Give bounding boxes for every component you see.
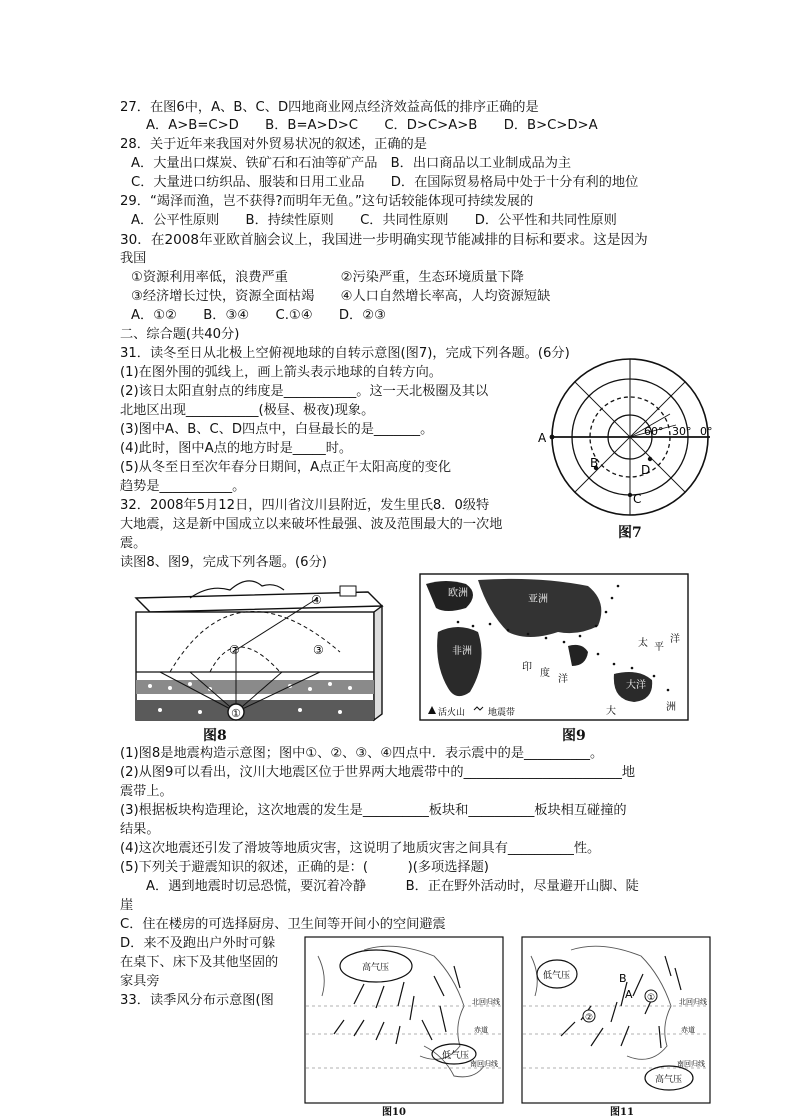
figure-8-earthquake-structure [130,572,392,724]
fig9-legend-quake: 地震带 [488,708,516,718]
fig9-label-africa: 非洲 [452,646,472,657]
fig9-label-tai: 太 [638,638,648,649]
q30-items-12: ①资源利用率低，浪费严重 ②污染严重，生态环境质量下降 [131,270,524,285]
fig9-label-yang: 洋 [670,634,680,645]
fig8-caption: 图8 [203,728,227,744]
q31-sub1: (1)在图外围的弧线上，画上箭头表示地球的自转方向。 [120,365,442,380]
fig11-label-a: A [625,988,633,1001]
fig10-low-pressure: 低气压 [442,1051,470,1061]
fig8-marker-2: ② [229,643,240,657]
fig7-caption: 图7 [618,525,642,541]
q32-sub1: (1)图8是地震构造示意图；图中①、②、③、④四点中．表示震中的是__________。 [120,746,604,761]
q32-option-d: D．来不及跑出户外时可躲 [120,936,276,951]
q32-option-d-2: 在桌下、床下及其他坚固的 [120,955,279,970]
q33-stem: 33．读季风分布示意图(图 [120,993,274,1008]
q32-sub4: (4)这次地震还引发了滑坡等地质灾害，这说明了地质灾害之间具有__________性。 [120,841,601,856]
q32-sub2-cont: 震带上。 [120,784,173,799]
q28-options-cd: C．大量进口纺织品、服装和日用工业品 D．在国际贸易格局中处于十分有利的地位 [131,175,639,190]
fig9-label-da: 大 [606,706,616,717]
fig10-high-pressure: 高气压 [362,963,390,973]
fig9-label-du: 度 [540,668,550,679]
q30-options: A．①② B．③④ C.①④ D．②③ [131,308,386,323]
fig9-label-europe: 欧洲 [448,588,468,599]
fig9-label-zhou: 洲 [666,702,676,713]
figure-11-monsoon-summer [521,936,711,1104]
q31-stem: 31．读冬至日从北极上空俯视地球的自转示意图(图7)，完成下列各题。(6分) [120,346,570,361]
fig7-label-c: C [633,492,642,506]
q28-stem: 28．关于近年来我国对外贸易状况的叙述，正确的是 [120,137,427,152]
fig9-label-yin: 印 [522,662,532,673]
q32-option-ab: A．遇到地震时切忌恐慌，要沉着冷静 B．正在野外活动时，尽量避开山脚、陡 [146,879,639,894]
q30-stem-cont: 我国 [120,251,147,266]
fig11-marker-2: ② [585,1013,594,1023]
q31-sub2-cont: 北地区出现___________(极昼、极夜)现象。 [120,403,375,418]
q32-sub3: (3)根据板块构造理论，这次地震的发生是__________板块和__________板块相互碰撞的 [120,803,627,818]
fig9-label-xi: 洋 [558,674,568,685]
q32-read: 读图8、图9，完成下列各题。(6分) [120,555,327,570]
q29-stem: 29．“竭泽而渔，岂不获得?而明年无鱼。”这句话较能体现可持续发展的 [120,194,534,209]
q31-sub4: (4)此时，图中A点的地方时是_____时。 [120,441,353,456]
q32-sub5: (5)下列关于避震知识的叙述，正确的是：( )(多项选择题) [120,860,489,875]
fig9-label-asia: 亚洲 [528,594,548,605]
fig7-label-30: 30° [672,425,692,438]
fig10-equator: 赤道 [474,1026,488,1034]
fig7-label-60: 60° [644,425,664,438]
fig9-label-dayang: 大洋 [626,680,646,691]
figure-10-monsoon-winter [304,936,504,1104]
fig10-tropic-north: 北回归线 [472,998,500,1006]
q31-sub2: (2)该日太阳直射点的纬度是___________。这一天北极圈及其以 [120,384,489,399]
fig7-label-a: A [538,431,547,445]
fig11-low-pressure: 低气压 [543,971,571,981]
q32-intro-2: 大地震，这是新中国成立以来破坏性最强、波及范围最大的一次地 [120,517,503,532]
fig7-label-0: 0° [700,425,713,438]
q31-sub5-cont: 趋势是___________。 [120,479,246,494]
fig8-marker-3: ③ [313,643,324,657]
fig10-tropic-south: 南回归线 [470,1060,498,1068]
fig9-caption: 图9 [562,728,586,744]
q32-sub3-cont: 结果。 [120,822,160,837]
q27-options: A．A>B=C>D B．B=A>D>C C．D>C>A>B D．B>C>D>A [146,118,598,133]
figure-9-world-seismic-map [418,572,690,722]
q30-stem: 30．在2008年亚欧首脑会议上，我国进一步明确实现节能减排的目标和要求。这是因为 [120,232,648,248]
q30-items-34: ③经济增长过快，资源全面枯竭 ④人口自然增长率高，人均资源短缺 [131,289,551,304]
section-heading: 二、综合题(共40分) [120,327,240,342]
fig11-label-b: B [619,972,627,985]
fig11-equator: 赤道 [681,1026,695,1034]
fig9-legend-volcano: 活火山 [438,708,466,718]
q32-option-c: C．住在楼房的可选择厨房、卫生间等开间小的空间避震 [120,917,446,932]
fig11-tropic-south: 南回归线 [677,1060,705,1068]
q32-intro-3: 震。 [120,536,147,551]
figure-7-rotation-diagram [538,357,728,517]
q31-sub3: (3)图中A、B、C、D四点中，白昼最长的是_______。 [120,422,434,437]
fig11-high-pressure: 高气压 [655,1075,683,1085]
fig11-tropic-north: 北回归线 [679,998,707,1006]
fig8-marker-4: ④ [311,593,322,607]
fig11-marker-1: ① [647,993,656,1003]
fig11-caption: 图11 [610,1107,634,1118]
q32-intro: 32．2008年5月12日，四川省汶川县附近，发生里氏8．0级特 [120,498,490,513]
fig8-marker-1: ① [231,707,241,720]
q28-options-ab: A．大量出口煤炭、铁矿石和石油等矿产品 B．出口商品以工业制成品为主 [131,156,572,171]
q31-sub5: (5)从冬至日至次年春分日期间，A点正午太阳高度的变化 [120,460,452,475]
fig9-label-ping: 平 [654,642,664,653]
q27-stem: 27．在图6中，A、B、C、D四地商业网点经济效益高低的排序正确的是 [120,100,539,115]
q32-option-ab-cont: 崖 [120,898,134,913]
fig7-label-b: B [590,456,599,470]
q29-options: A．公平性原则 B．持续性原则 C．共同性原则 D．公平性和共同性原则 [131,213,617,228]
q32-sub2: (2)从图9可以看出，汶川大地震区位于世界两大地震带中的________________________地 [120,765,636,780]
fig10-caption: 图10 [382,1107,406,1118]
fig7-label-d: D [641,463,651,477]
q32-option-d-3: 家具旁 [120,974,160,989]
